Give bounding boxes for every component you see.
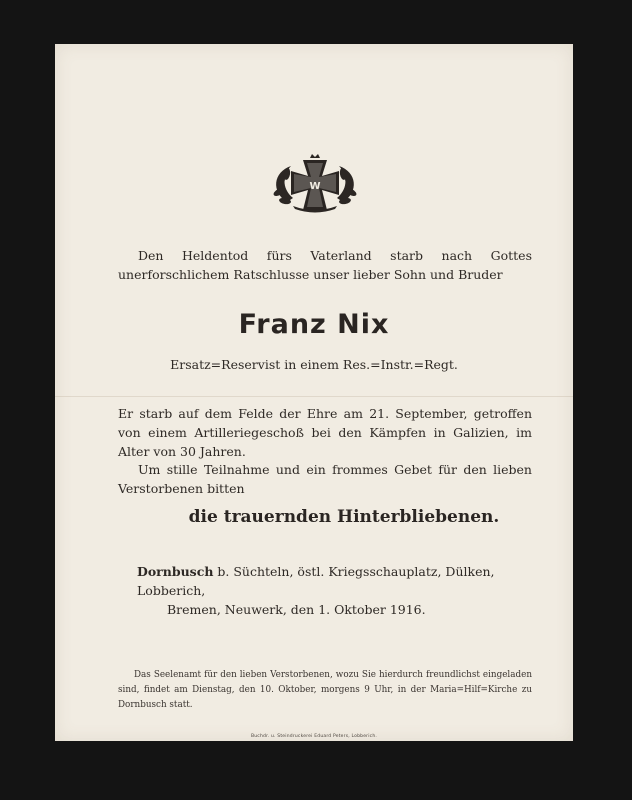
memorial-notice: Das Seelenamt für den lieben Verstorbenen, wozu Sie hierdurch freundlichst eingeladen sind, findet am Dienstag, den 10. Oktober, morgens 9 Uhr, in der Maria=Hilf=Kirche zu Dornbusch statt. (118, 670, 532, 710)
intro-text: Den Heldentod fürs Vaterland starb nach Gottes unerforschlichem Ratschlusse unser lieber Sohn und Bruder (118, 248, 532, 282)
family-signature: die trauernden Hinterbliebenen. (188, 507, 500, 527)
iron-cross-wreath-icon (265, 152, 365, 218)
emblem-letter: W (309, 181, 321, 192)
fold-line (55, 396, 573, 397)
plea-text: Um stille Teilnahme und ein frommes Gebet für den lieben Verstorbenen bitten (118, 462, 532, 496)
death-text: Er starb auf dem Felde der Ehre am 21. September, getroffen von einem Artilleriegeschoß bei den Kämpfen in Galizien, im Alter von 30 Jahren. (118, 406, 532, 459)
place-line2: Bremen, Neuwerk, den 1. Oktober 1916. (167, 602, 426, 617)
deceased-name: Franz Nix (238, 309, 390, 340)
printer-imprint: Buchdr. u. Steindruckerei Eduard Peters, Lobberich. (250, 734, 378, 739)
place-town: Dornbusch (137, 564, 214, 579)
deceased-rank: Ersatz=Reservist in einem Res.=Instr.=Regt. (170, 357, 458, 372)
mourning-card (55, 44, 573, 741)
place-line1: b. Süchteln, östl. Kriegsschauplatz, Dülken, Lobberich, (137, 564, 495, 598)
place-date (137, 562, 537, 619)
